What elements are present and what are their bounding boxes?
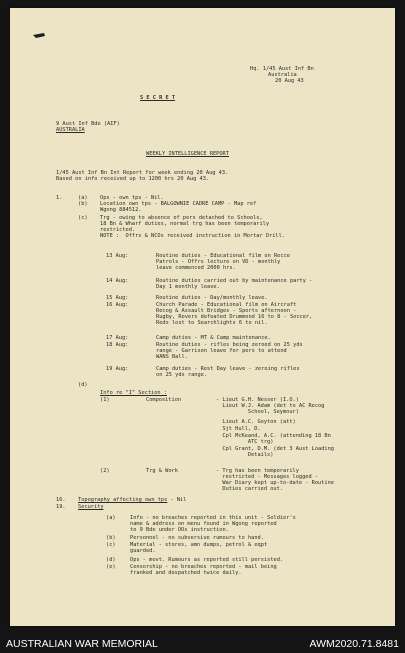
security-item-label: (e) <box>106 564 116 570</box>
addressee-line-2: AUSTRALIA <box>56 127 85 133</box>
security-item-line: Personnel - no subversive rumours to hand. <box>130 535 264 541</box>
paper-clip-icon <box>32 32 46 39</box>
diary-line: Camp duties - MT & Camp maintenance. <box>156 335 271 341</box>
topography-heading: Topography affecting own tps <box>78 497 168 503</box>
item-b-line: Location own tps - BALGOWNIE CADRE CAMP - Map ref <box>100 201 257 207</box>
diary-line: Recog & Assault Bridges - Sports afternoon - <box>156 308 297 314</box>
diary-line: Routine duties - Educational film on Recce <box>156 253 290 259</box>
security-item-label: (b) <box>106 535 116 541</box>
header-unit: Hq. 1/45 Aust Inf Bn <box>250 66 314 72</box>
security-item-label: (c) <box>106 542 116 548</box>
item-label: (d) <box>78 382 88 388</box>
diary-date: 14 Aug: <box>106 278 129 284</box>
training-line: War Diary kept up-to-date - Routine <box>216 480 334 486</box>
item-c-note: NOTE : Offrs & NCOs received instruction in Mortar Drill. <box>100 233 285 239</box>
security-item-line: name & address on menu found in Wgong reported <box>130 521 277 527</box>
diary-line: Rugby, Rovers defeated Drummond 16 to 8 - Soccer, <box>156 314 313 320</box>
composition-line: Details) <box>216 452 274 458</box>
diary-line: WANS Ball. <box>156 354 188 360</box>
intro-line-1: 1/45 Aust Inf Bn Int Report for week ending 20 Aug 43. <box>56 170 229 176</box>
composition-line: School, Seymour) <box>216 409 299 415</box>
diary-line: Church Parade - Educational film on Aircraft <box>156 302 297 308</box>
security-item-line: guarded. <box>130 548 156 554</box>
diary-line: Camp duties - Rest Day leave - zeroing rifles <box>156 366 300 372</box>
security-item-label: (d) <box>106 557 116 563</box>
para-number: 19. <box>56 504 66 510</box>
diary-date: 13 Aug: <box>106 253 129 259</box>
training-line: Duties carried out. <box>216 486 283 492</box>
diary-line: Reds lost to Searchlights 6 to nil. <box>156 320 268 326</box>
intro-line-2: Based on info received up to 1200 hrs 20 Aug 43. <box>56 176 210 182</box>
archive-reference: AWM2020.71.8481 <box>309 638 399 650</box>
diary-date: 18 Aug: <box>106 342 129 348</box>
diary-date: 19 Aug: <box>106 366 129 372</box>
security-item-line: to 9 Bde under OOs instruction. <box>130 527 229 533</box>
document-page <box>10 8 395 626</box>
security-item-line: franked and despatched twice daily. <box>130 570 242 576</box>
diary-line: Routine duties - rifles being zeroed on 25 yds <box>156 342 303 348</box>
security-item-line: Censorship - no breaches reported - mail being <box>130 564 277 570</box>
composition-line: ATC trg) <box>216 439 274 445</box>
security-item-line: Material - stores, amn dumps, petrol & eqpt <box>130 542 268 548</box>
addressee-line-1: 9 Aust Inf Bde (AIF) <box>56 121 120 127</box>
classification: S E C R E T <box>140 95 176 101</box>
archive-footer <box>0 628 405 653</box>
header-date: 20 Aug 43 <box>275 78 304 84</box>
i-section-heading: Info re "I" Section : <box>100 390 167 396</box>
diary-line: Routine duties - Day/monthly leave. <box>156 295 268 301</box>
composition-line: Sjt Hull, D. <box>216 426 261 432</box>
diary-line: on 25 yds range. <box>156 372 208 378</box>
security-item-label: (a) <box>106 515 116 521</box>
item-a-text: Ops - own tps - Nil. <box>100 195 164 201</box>
composition-line: Cpl McKeand, A.C. (attending 18 Bn <box>216 433 331 439</box>
item-label: (b) <box>78 201 88 207</box>
topography-line <box>78 497 186 504</box>
item-c-line: 18 Bn & Wharf duties, normal trg has been temporarily <box>100 221 270 227</box>
item-label: (a) <box>78 195 88 201</box>
sub-item-label: (1) <box>100 397 110 403</box>
topography-text: - Nil <box>167 497 187 503</box>
item-c-line: restricted. <box>100 227 136 233</box>
item-label: (c) <box>78 215 88 221</box>
diary-line: Patrols - Offrs lecture on VD - monthly <box>156 259 281 265</box>
diary-line: range - Garrison leave for pers to attend <box>156 348 287 354</box>
header-place: Australia <box>268 72 297 78</box>
para-number: 16. <box>56 497 66 503</box>
security-heading: Security <box>78 504 104 510</box>
report-title: WEEKLY INTELLIGENCE REPORT <box>146 151 229 157</box>
composition-line: Cpl Grant, D.M. (det 3 Aust Loading <box>216 446 334 452</box>
composition-line: - Lieut G.H. Nesser (I.O.) <box>216 397 299 403</box>
item-c-line: Trg - owing to absence of pers detached to Schools, <box>100 215 263 221</box>
diary-line: Day 1 monthly leave. <box>156 284 220 290</box>
archive-name: AUSTRALIAN WAR MEMORIAL <box>6 638 158 650</box>
security-item-line: Ops - movt. Rumours as reported still persisted. <box>130 557 284 563</box>
diary-date: 17 Aug: <box>106 335 129 341</box>
training-line: restricted - Messages logged - <box>216 474 319 480</box>
training-line: - Trg has been temporarily <box>216 468 299 474</box>
composition-line: Lieut W.J. Adam (det to AC Recog <box>216 403 325 409</box>
diary-line: leave commenced 2000 hrs. <box>156 265 236 271</box>
diary-line: Routine duties carried out by maintenance party - <box>156 278 313 284</box>
item-b-line: Wgong 884512. <box>100 207 142 213</box>
diary-date: 15 Aug: <box>106 295 129 301</box>
sub-item-label: (2) <box>100 468 110 474</box>
security-item-line: Info - no breaches reported in this unit - Soldier's <box>130 515 296 521</box>
training-title: Trg & Work <box>146 468 178 474</box>
composition-line: Lieut A.C. Goyton (att) <box>216 419 296 425</box>
diary-date: 16 Aug: <box>106 302 129 308</box>
composition-title: Composition <box>146 397 182 403</box>
para-number: 1. <box>56 195 63 201</box>
